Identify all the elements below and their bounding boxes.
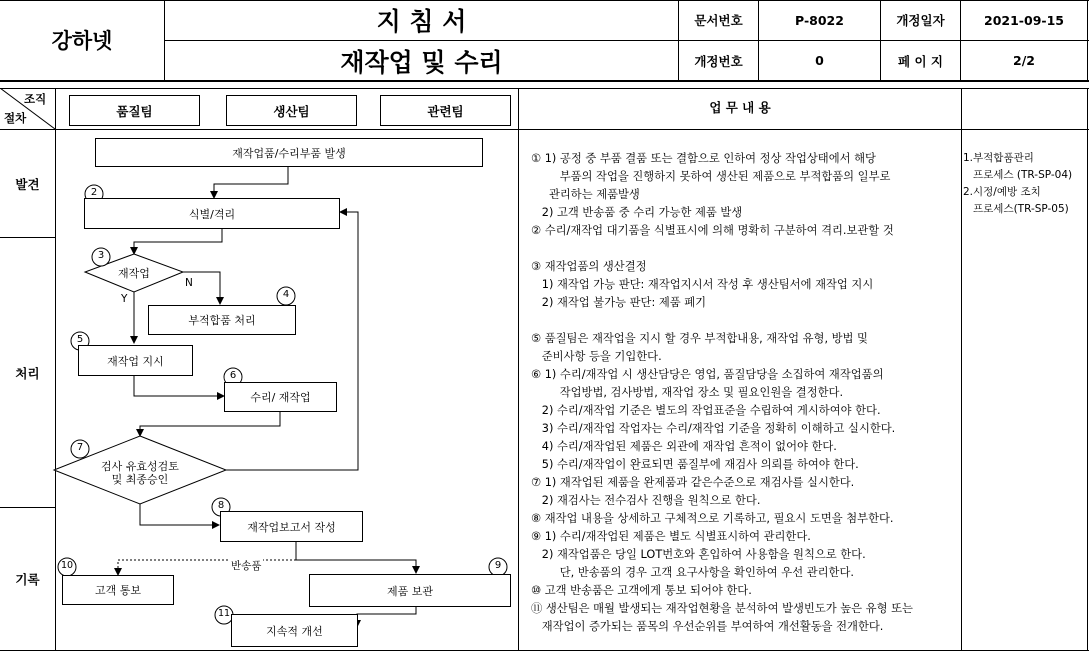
- team-related: 관련팀: [380, 95, 511, 126]
- flow-box-improvement: 지속적 개선: [231, 614, 358, 647]
- content-line: ① 1) 공정 중 부품 결품 또는 결함으로 인하여 정상 작업상태에서 해당: [531, 152, 876, 165]
- decision-inspect-label-1: 검사 유효성검토: [101, 460, 179, 473]
- content-line: ⑨ 1) 수리/재작업된 제품은 별도 식별표시하여 관리한다.: [531, 530, 811, 543]
- flow-box-report: 재작업보고서 작성: [220, 511, 363, 542]
- phase-discovery: 발견: [15, 176, 40, 192]
- reference-line: 2.시정/예방 조치: [963, 186, 1041, 198]
- team-production: 생산팀: [226, 95, 357, 126]
- content-line: [531, 240, 961, 258]
- step-num-6: 6: [229, 370, 237, 381]
- decision-inspect-label-2: 및 최종승인: [111, 473, 169, 486]
- flow-box-rework-order: 재작업 지시: [78, 345, 193, 376]
- reference-line: 프로세스 (TR-SP-04): [963, 169, 1073, 181]
- content-line: ⑤ 품질팀은 재작업을 지시 할 경우 부적합내용, 재작업 유형, 방법 및: [531, 332, 868, 345]
- yes-label: Y: [121, 293, 128, 305]
- step-num-5: 5: [76, 334, 84, 345]
- content-line: 준비사항 등을 기입한다.: [531, 350, 662, 363]
- org-label: 조직: [24, 92, 47, 106]
- step-num-9: 9: [494, 560, 502, 571]
- step-num-10: 10: [60, 560, 74, 571]
- content-line: 2) 수리/재작업 기준은 별도의 작업표준을 수립하여 게시하여야 한다.: [531, 404, 881, 417]
- content-line: 부품의 작업을 진행하지 못하여 생산된 제품으로 부적합품의 일부로: [531, 170, 891, 183]
- content-line: 2) 고객 반송품 중 수리 가능한 제품 발생: [531, 206, 743, 219]
- work-content: [531, 150, 961, 636]
- team-quality: 품질팀: [69, 95, 200, 126]
- content-line: [531, 312, 961, 330]
- content-line: 단, 반송품의 경우 고객 요구사항을 확인하여 우선 관리한다.: [531, 566, 854, 579]
- content-line: ⑩ 고객 반송품은 고객에게 통보 되어야 한다.: [531, 584, 752, 597]
- phase-record: 기록: [15, 572, 40, 587]
- content-header: 업 무 내 용: [709, 100, 771, 115]
- decision-rework-label: 재작업: [118, 267, 150, 280]
- content-line: ③ 재작업품의 생산결정: [531, 260, 647, 273]
- proc-label: 절차: [4, 111, 27, 125]
- content-line: 1) 재작업 가능 판단: 재작업지시서 작성 후 생산팀서에 재작업 지시: [531, 278, 874, 291]
- content-line: 5) 수리/재작업이 완료되면 품질부에 재검사 의뢰를 하여야 한다.: [531, 458, 859, 471]
- flow-box-nonconforming: 부적합품 처리: [148, 305, 296, 335]
- content-line: 4) 수리/재작업된 제품은 외관에 재작업 흔적이 없어야 한다.: [531, 440, 837, 453]
- flow-box-occurrence: 재작업품/수리부품 발생: [95, 138, 483, 167]
- ship-label: 반송품: [231, 560, 262, 572]
- step-num-4: 4: [282, 289, 290, 300]
- doc-title-top: 지 침 서: [376, 7, 467, 36]
- content-line: 관리하는 제품발생: [531, 188, 640, 201]
- phase-processing: 처리: [15, 365, 40, 381]
- content-line: 2) 재작업품은 당일 LOT번호와 혼입하여 사용함을 원칙으로 한다.: [531, 548, 866, 561]
- content-line: ⑧ 재작업 내용을 상세하고 구체적으로 기록하고, 필요시 도면을 첨부한다.: [531, 512, 894, 525]
- doc-no-label: 문서번호: [694, 13, 743, 28]
- doc-no-value: P-8022: [795, 12, 844, 28]
- content-line: 3) 수리/재작업 작업자는 수리/재작업 기준을 정확히 이해하고 실시한다.: [531, 422, 896, 435]
- content-line: ② 수리/재작업 대기품을 식별표시에 의해 명확히 구분하여 격리.보관할 것: [531, 224, 894, 237]
- page-value: 2/2: [1013, 53, 1035, 68]
- flow-box-storage: 제품 보관: [309, 574, 511, 607]
- step-num-7: 7: [76, 442, 84, 453]
- company-name: 강하넷: [51, 29, 113, 53]
- rev-date-label: 개정일자: [896, 13, 945, 28]
- flow-box-repair: 수리/ 재작업: [224, 382, 337, 412]
- content-line: 2) 재작업 불가능 판단: 제품 폐기: [531, 296, 707, 309]
- references: [963, 150, 1088, 218]
- reference-line: 프로세스(TR-SP-05): [963, 203, 1069, 215]
- no-label: N: [185, 277, 193, 289]
- page-label: 페 이 지: [898, 53, 943, 69]
- step-num-8: 8: [217, 500, 225, 511]
- reference-line: 1.부적합품관리: [963, 152, 1034, 164]
- content-line: 2) 재검사는 전수검사 진행을 원칙으로 한다.: [531, 494, 761, 507]
- flow-box-isolate: 식별/격리: [84, 198, 340, 229]
- content-line: 재작업이 증가되는 품목의 우선순위를 부여하여 개선활동을 전개한다.: [531, 620, 884, 633]
- step-num-2: 2: [90, 187, 98, 198]
- content-line: 작업방법, 검사방법, 재작업 장소 및 필요인원을 결정한다.: [531, 386, 844, 399]
- step-num-3: 3: [97, 250, 105, 261]
- content-line: ⑪ 생산팀은 매월 발생되는 재작업현황을 분석하여 발생빈도가 높은 유형 또는: [531, 602, 913, 615]
- rev-no-value: 0: [815, 53, 824, 68]
- rev-no-label: 개정번호: [694, 53, 743, 69]
- content-line: ⑥ 1) 수리/재작업 시 생산담당은 영업, 품질담당을 소집하여 재작업품의: [531, 368, 884, 381]
- doc-title-bottom: 재작업 및 수리: [340, 47, 503, 77]
- flow-box-customer-notify: 고객 통보: [62, 575, 174, 605]
- content-line: ⑦ 1) 재작업된 제품을 완제품과 같은수준으로 재검사를 실시한다.: [531, 476, 855, 489]
- step-num-11: 11: [217, 608, 231, 619]
- rev-date-value: 2021-09-15: [984, 12, 1064, 28]
